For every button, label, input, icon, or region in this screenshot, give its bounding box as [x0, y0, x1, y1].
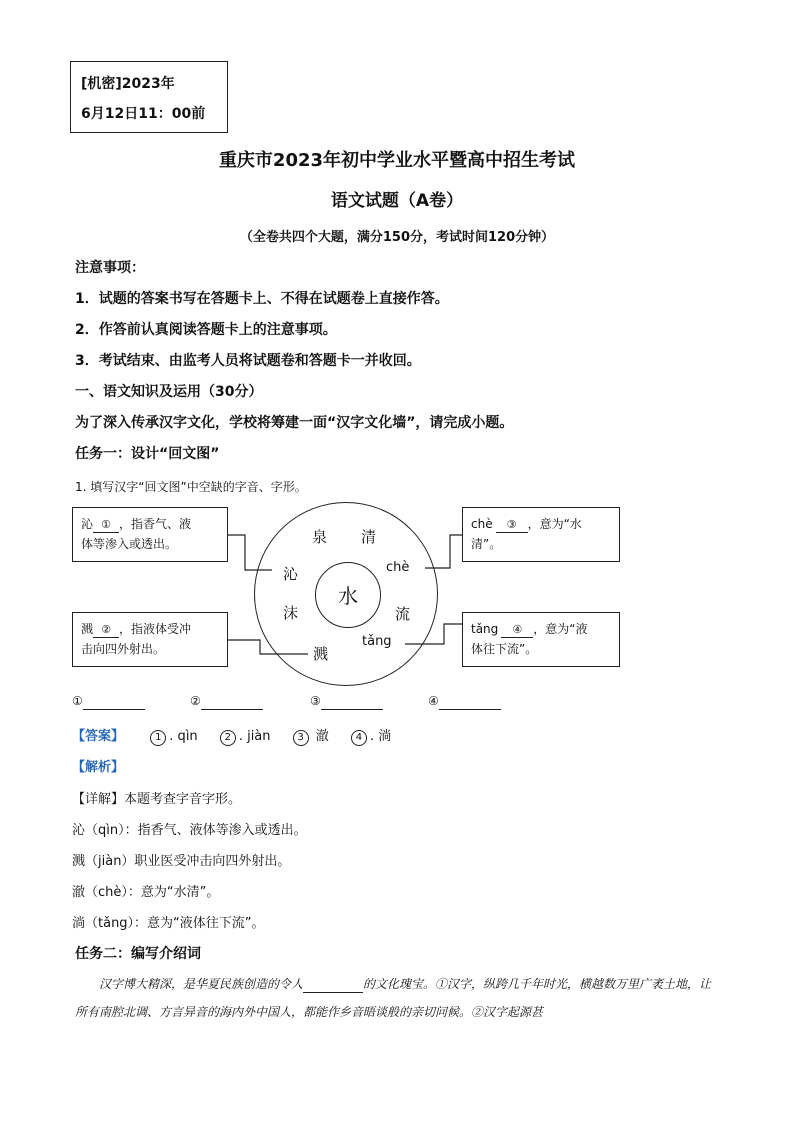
answer-blank-2: ②: [190, 694, 263, 710]
box-tr-text: ，意为“水: [527, 517, 582, 531]
ring-char-jian: 溅: [313, 645, 329, 663]
box-bl-blank: ②: [93, 623, 119, 638]
analysis-line-4: 淌（tǎng）：意为“液体往下流”。: [72, 916, 265, 931]
confidential-line-2: 6月12日11：00前: [81, 106, 206, 122]
ring-char-qin: 沁: [283, 565, 299, 583]
exam-subtitle: 语文试题（A卷）: [330, 191, 464, 211]
box-tl-char: 沁: [81, 517, 94, 531]
answer-item-3: 3 澈: [293, 725, 329, 746]
task2-para-part1: 汉字博大精深，是华夏民族创造的令人: [99, 977, 304, 991]
analysis-line-1: 沁（qìn）：指香气、液体等渗入或透出。: [72, 823, 307, 838]
task1-heading: 任务一：设计“回文图”: [75, 446, 220, 462]
note-item-1: 1．试题的答案书写在答题卡上、不得在试题卷上直接作答。: [75, 291, 449, 307]
box-br-text: ，意为“液: [533, 622, 588, 636]
confidential-line-1: [机密]2023年: [81, 76, 175, 92]
ring-char-qing: 清: [361, 528, 377, 546]
section1-heading: 一、语文知识及运用（30分）: [75, 384, 263, 400]
ring-char-mo: 沫: [283, 604, 299, 622]
ring-char-che: chè: [386, 560, 410, 575]
box-br-blank: ④: [501, 623, 533, 638]
ring-char-liu: 流: [395, 605, 411, 623]
box-tl-text: ，指香气、液: [119, 517, 192, 531]
task2-blank: [303, 978, 363, 993]
analysis-line-2: 溅（jiàn）职业医受冲击向四外射出。: [72, 854, 291, 869]
box-bottom-right: [462, 612, 620, 667]
box-tr-line2: 清”。: [471, 537, 502, 551]
box-top-right: [462, 507, 620, 562]
box-br-pinyin: tǎng: [471, 622, 499, 636]
box-tr-pinyin: chè: [471, 517, 493, 531]
ring-char-tang: tǎng: [362, 634, 392, 649]
center-char: 水: [338, 584, 358, 608]
answer-row: [72, 725, 409, 746]
answer-blank-1: ①: [72, 694, 145, 710]
ring-char-quan: 泉: [312, 528, 328, 546]
task2-heading: 任务二：编写介绍词: [75, 946, 201, 962]
box-tl-line2: 体等渗入或透出。: [81, 537, 178, 551]
question1-text: 1. 填写汉字“回文图”中空缺的字音、字形。: [75, 480, 307, 494]
box-bl-line2: 击向四外射出。: [81, 642, 166, 656]
answer-item-4: 4 . 淌: [351, 725, 391, 746]
note-item-3: 3．考试结束、由监考人员将试题卷和答题卡一并收回。: [75, 353, 421, 369]
exam-title: 重庆市2023年初中学业水平暨高中招生考试: [218, 150, 576, 171]
task2-paragraph: [75, 970, 715, 1026]
answer-blank-3: ③: [310, 694, 383, 710]
notes-heading: 注意事项：: [75, 260, 145, 276]
analysis-tag: 【解析】: [72, 760, 125, 775]
box-bl-char: 溅: [81, 622, 94, 636]
task2-para-part2: 的文化瑰宝。①汉字，纵跨几千年时光，横越数万里广袤土地，让所有南腔北调、方言异音的海内外中国人，都能作乡音晤谈般的亲切问候。②汉字起源甚: [75, 977, 712, 1019]
box-bottom-left: [72, 612, 228, 667]
box-br-line2: 体往下流”。: [471, 642, 538, 656]
box-top-left: [72, 507, 228, 562]
exam-info: （全卷共四个大题，满分150分，考试时间120分钟）: [239, 230, 555, 245]
analysis-detail: 【详解】本题考查字音字形。: [72, 792, 242, 807]
box-bl-text: ，指液体受冲: [119, 622, 192, 636]
analysis-line-3: 澈（chè）：意为“水清”。: [72, 885, 220, 900]
note-item-2: 2．作答前认真阅读答题卡上的注意事项。: [75, 322, 337, 338]
answer-tag: 【答案】: [72, 729, 125, 744]
answer-blank-4: ④: [428, 694, 501, 710]
box-tr-blank: ③: [496, 518, 528, 533]
section1-intro: 为了深入传承汉字文化，学校将筹建一面“汉字文化墙”，请完成小题。: [75, 415, 514, 431]
answer-item-2: 2 . jiàn: [220, 729, 271, 746]
answer-item-1: 1 . qìn: [150, 729, 197, 746]
box-tl-blank: ①: [93, 518, 119, 533]
